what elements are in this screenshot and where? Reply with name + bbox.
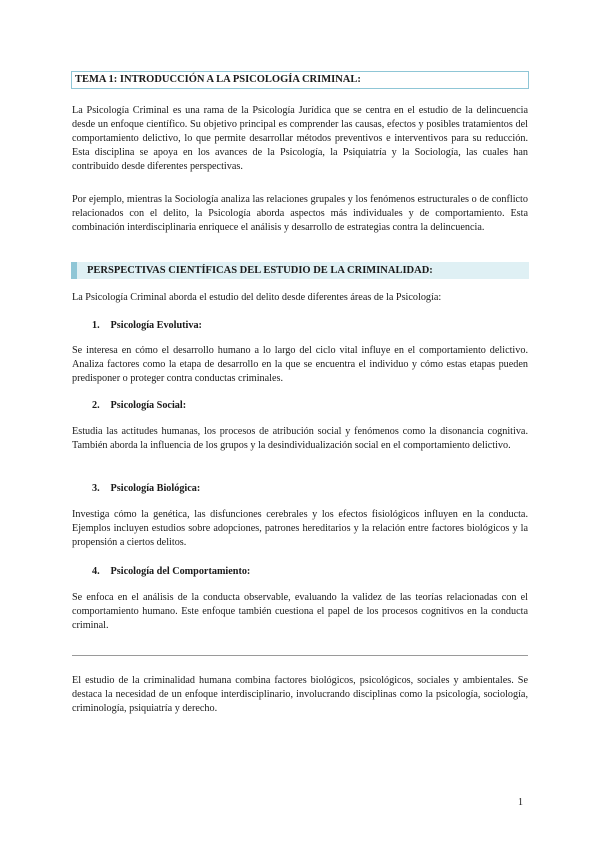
page-title: TEMA 1: INTRODUCCIÓN A LA PSICOLOGÍA CRIMINAL: — [71, 71, 529, 89]
intro-paragraph-1: La Psicología Criminal es una rama de la Psicología Jurídica que se centra en el estudio de la delincuencia desde un enfoque científico. Su objetivo principal es comprender las causas, efectos y posibles tratamientos del comportamiento delictivo, lo que permite desarrollar métodos preventivos e interventivos para su reducción. Esta disciplina se apoya en los avances de la Psicología, la Psiquiatría y la Sociología, las cuales han contribuido desde diferentes perspectivas. — [72, 105, 528, 172]
item-heading-4 — [92, 565, 250, 579]
section-lead: La Psicología Criminal aborda el estudio del delito desde diferentes áreas de la Psicología: — [72, 292, 442, 303]
section-heading: PERSPECTIVAS CIENTÍFICAS DEL ESTUDIO DE LA CRIMINALIDAD: — [71, 262, 529, 279]
item-title: Psicología Social: — [110, 400, 187, 411]
item-title: Psicología del Comportamiento: — [110, 566, 251, 577]
item-number: 2. — [92, 400, 100, 411]
item-number: 1. — [92, 320, 100, 331]
item-text-1: Se interesa en cómo el desarrollo humano a lo largo del ciclo vital influye en el comportamiento delictivo. Analiza factores como la etapa de desarrollo en la que se encuentra el individuo y cómo estas etapas pueden predisponer o proteger contra conductas criminales. — [72, 345, 528, 384]
item-number: 4. — [92, 566, 100, 577]
item-title: Psicología Evolutiva: — [110, 320, 202, 331]
item-title: Psicología Biológica: — [110, 483, 201, 494]
item-text-2: Estudia las actitudes humanas, los procesos de atribución social y fenómenos como la disonancia cognitiva. También aborda la influencia de los grupos y la desindividualización social en el comportamiento delictivo. — [72, 426, 528, 451]
conclusion-paragraph: El estudio de la criminalidad humana combina factores biológicos, psicológicos, sociales y ambientales. Se destaca la necesidad de un enfoque interdisciplinario, involucrando disciplinas como la psicología, sociología, criminología, psiquiatría y derecho. — [72, 675, 528, 714]
item-heading-1 — [92, 319, 202, 333]
item-heading-2 — [92, 399, 186, 413]
horizontal-divider — [72, 655, 528, 656]
item-text-4: Se enfoca en el análisis de la conducta observable, evaluando la validez de las teorías relacionadas con el comportamiento humano. Este enfoque también cuestiona el papel de los procesos cognitivos en la conducta criminal. — [72, 592, 528, 631]
page-number: 1 — [518, 797, 523, 808]
intro-paragraph-2: Por ejemplo, mientras la Sociología analiza las relaciones grupales y los fenómenos estructurales o de conflicto relacionados con el delito, la Psicología aborda aspectos más individuales y de comportamiento. Esta combinación interdisciplinaria enriquece el análisis y desarrollo de estrategias contra la delincuencia. — [72, 194, 528, 233]
item-text-3: Investiga cómo la genética, las disfunciones cerebrales y los efectos fisiológicos influyen en la conducta. Ejemplos incluyen estudios sobre adopciones, patrones hereditarios y la relación entre factores biológicos y la propensión a ciertos delitos. — [72, 509, 528, 548]
item-heading-3 — [92, 482, 200, 496]
item-number: 3. — [92, 483, 100, 494]
